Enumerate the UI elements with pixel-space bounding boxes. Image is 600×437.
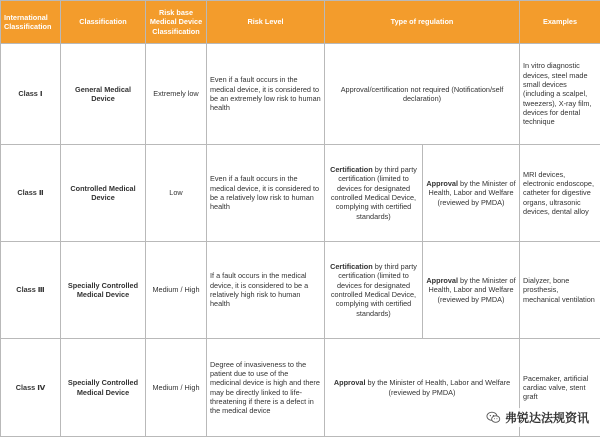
approval-term: Approval bbox=[426, 179, 458, 188]
header-risk-level: Risk Level bbox=[207, 1, 325, 44]
class-label: Class Ⅰ bbox=[1, 44, 61, 145]
risk-level-cell: Degree of invasiveness to the patient due to use of the medicinal device is high and there may be directly linked to life-threatening if there is a defect in the medical device bbox=[207, 339, 325, 437]
risk-cell: Medium / High bbox=[146, 242, 207, 339]
wechat-icon bbox=[486, 410, 501, 425]
table-row-class-1 bbox=[1, 44, 600, 145]
examples-cell: Dialyzer, bone prosthesis, mechanical ventilation bbox=[520, 242, 600, 339]
table-row-class-2 bbox=[1, 145, 600, 242]
examples-cell: Pacemaker, artificial cardiac valve, stent graft bbox=[520, 339, 600, 437]
classification-cell: General Medical Device bbox=[61, 44, 146, 145]
risk-cell: Low bbox=[146, 145, 207, 242]
examples-cell: In vitro diagnostic devices, steel made small devices (including a scalpel, tweezers), X-ray film, devices for dental technique bbox=[520, 44, 600, 145]
risk-level-cell: If a fault occurs in the medical device, it is considered to be a relatively high risk to human health bbox=[207, 242, 325, 339]
classification-cell: Specially Controlled Medical Device bbox=[61, 242, 146, 339]
approval-detail: by the Minister of Health, Labor and Welfare (reviewed by PMDA) bbox=[365, 378, 510, 396]
regulation-cell: Approval/certification not required (Notification/self declaration) bbox=[325, 44, 520, 145]
examples-cell: MRI devices, electronic endoscope, catheter for digestive organs, ultrasonic devices, dental alloy bbox=[520, 145, 600, 242]
certification-cell bbox=[325, 145, 423, 242]
approval-term: Approval bbox=[426, 276, 458, 285]
approval-detail: by the Minister of Health, Labor and Welfare (reviewed by PMDA) bbox=[428, 179, 515, 207]
certification-detail: by third party certification (limited to devices for designated controlled Medical Device, complying with certified standards) bbox=[331, 165, 417, 221]
header-type-of-regulation: Type of regulation bbox=[325, 1, 520, 44]
header-risk-base: Risk base Medical Device Classification bbox=[146, 1, 207, 44]
certification-cell bbox=[325, 242, 423, 339]
header-international-classification: International Classification bbox=[1, 1, 61, 44]
risk-level-cell: Even if a fault occurs in the medical device, it is considered to be a relatively low risk to human health bbox=[207, 145, 325, 242]
approval-cell bbox=[423, 242, 520, 339]
certification-term: Certification bbox=[330, 262, 373, 271]
table-row-class-3 bbox=[1, 242, 600, 339]
watermark bbox=[483, 408, 592, 427]
risk-level-cell: Even if a fault occurs in the medical device, it is considered to be an extremely low risk to human health bbox=[207, 44, 325, 145]
class-label: Class Ⅲ bbox=[1, 242, 61, 339]
risk-cell: Extremely low bbox=[146, 44, 207, 145]
approval-cell bbox=[423, 145, 520, 242]
approval-term: Approval bbox=[334, 378, 366, 387]
header-examples: Examples bbox=[520, 1, 600, 44]
classification-cell: Controlled Medical Device bbox=[61, 145, 146, 242]
approval-detail: by the Minister of Health, Labor and Welfare (reviewed by PMDA) bbox=[428, 276, 515, 304]
class-label: Class Ⅱ bbox=[1, 145, 61, 242]
classification-cell: Specially Controlled Medical Device bbox=[61, 339, 146, 437]
certification-term: Certification bbox=[330, 165, 373, 174]
risk-cell: Medium / High bbox=[146, 339, 207, 437]
class-label: Class Ⅳ bbox=[1, 339, 61, 437]
header-row bbox=[1, 1, 600, 44]
watermark-text: 弗锐达法规资讯 bbox=[505, 409, 589, 426]
header-classification: Classification bbox=[61, 1, 146, 44]
certification-detail: by third party certification (limited to devices for designated controlled Medical Device, complying with certified standards) bbox=[331, 262, 417, 318]
